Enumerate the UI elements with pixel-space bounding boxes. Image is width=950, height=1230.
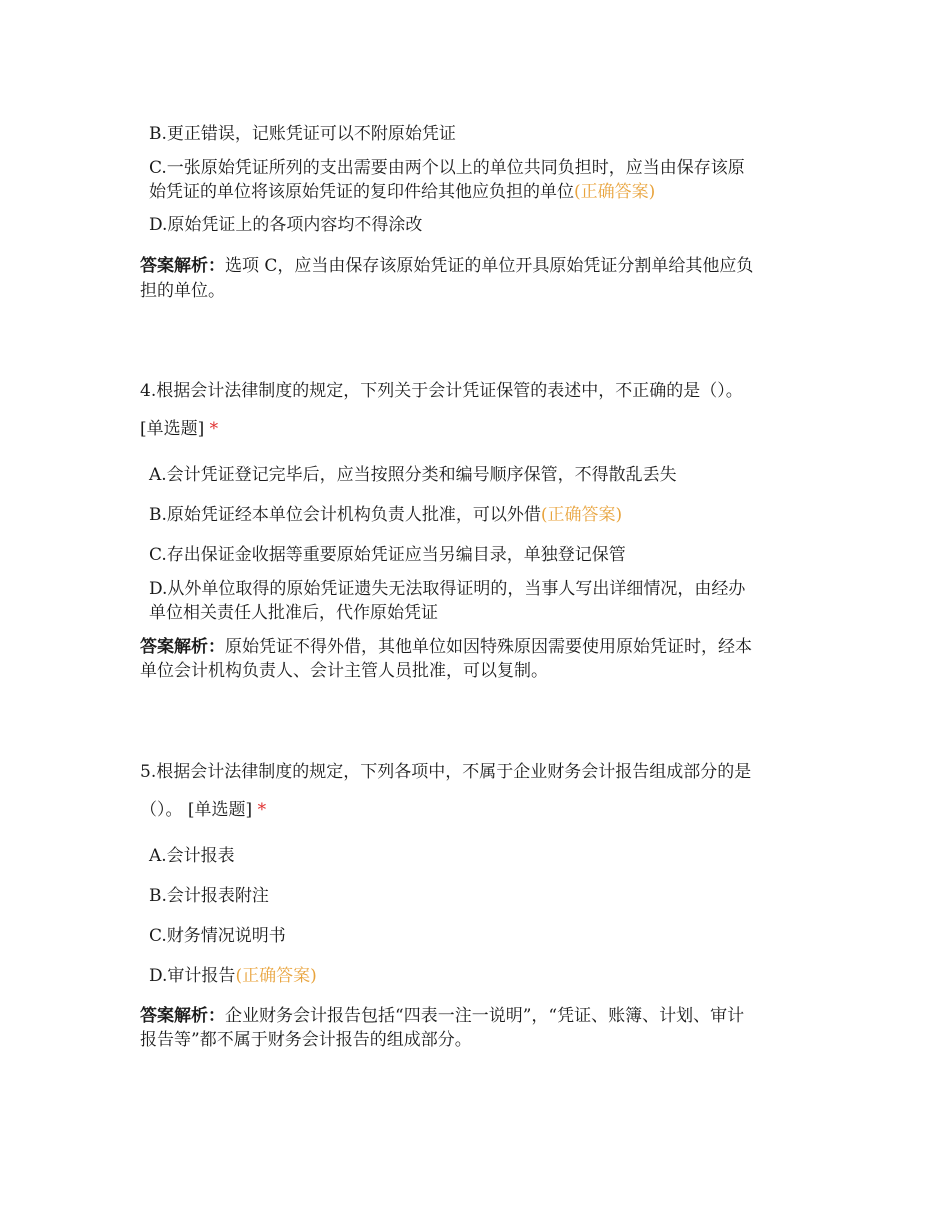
q4-analysis-label: 答案解析： (140, 637, 225, 657)
q4-stem (140, 379, 743, 403)
q3-analysis-line1 (140, 254, 753, 278)
q4-option-d-line1 (149, 577, 745, 601)
q4-option-d-text-1: D.从外单位取得的原始凭证遗失无法取得证明的，当事人写出详细情况，由经办 (149, 579, 746, 599)
q5-analysis-text-2: 报告等”都不属于财务会计报告的组成部分。 (140, 1030, 472, 1050)
q3-option-b-text: B.更正错误，记账凭证可以不附原始凭证 (149, 124, 456, 144)
q4-option-b (149, 503, 622, 527)
q4-correct-answer-tag: (正确答案) (540, 505, 623, 525)
q3-option-d-text: D.原始凭证上的各项内容均不得涂改 (149, 215, 423, 235)
q4-analysis-line2 (140, 659, 548, 683)
q3-option-d (149, 213, 422, 237)
q4-option-d-line2 (149, 601, 438, 625)
q5-required-mark: * (257, 800, 267, 820)
q5-option-b-text: B.会计报表附注 (149, 886, 269, 906)
q5-option-a-text: A.会计报表 (149, 846, 235, 866)
q5-stem-text-1: 5.根据会计法律制度的规定，下列各项中，不属于企业财务会计报告组成部分的是 (140, 762, 752, 782)
q4-option-c (149, 543, 626, 567)
q4-type-line (140, 417, 218, 441)
q3-option-c-text-2: 始凭证的单位将该原始凭证的复印件给其他应负担的单位 (149, 182, 574, 202)
q3-analysis-line2 (140, 279, 225, 303)
q5-stem-text-2: （）。 (140, 800, 183, 820)
q5-question-type: [单选题] (187, 800, 253, 820)
q5-option-c-text: C.财务情况说明书 (149, 926, 286, 946)
q4-option-c-text: C.存出保证金收据等重要原始凭证应当另编目录，单独登记保管 (149, 545, 626, 565)
q5-analysis-line1 (140, 1004, 744, 1028)
q4-option-a-text: A.会计凭证登记完毕后，应当按照分类和编号顺序保管，不得散乱丢失 (149, 465, 677, 485)
q4-option-b-text: B.原始凭证经本单位会计机构负责人批准，可以外借 (149, 505, 541, 525)
q5-stem-line1 (140, 760, 751, 784)
q3-option-b (149, 122, 456, 146)
q5-analysis-line2 (140, 1028, 472, 1052)
q3-option-c-line1 (149, 156, 745, 180)
q3-analysis-text-2: 担的单位。 (140, 281, 225, 301)
q4-analysis-line1 (140, 635, 752, 659)
q5-stem-line2 (140, 798, 266, 822)
q4-question-type: [单选题] (140, 419, 205, 439)
q3-analysis-label: 答案解析： (140, 256, 225, 276)
q5-option-c (149, 924, 286, 948)
q5-analysis-label: 答案解析： (140, 1006, 225, 1026)
q5-option-b (149, 884, 269, 908)
q4-option-a (149, 463, 677, 487)
q4-stem-text: 4.根据会计法律制度的规定，下列关于会计凭证保管的表述中，不正确的是（）。 (140, 381, 743, 401)
q5-analysis-text-1: 企业财务会计报告包括“四表一注一说明”，“凭证、账簿、计划、审计 (225, 1006, 745, 1026)
q5-correct-answer-tag: (正确答案) (235, 966, 317, 986)
q3-option-c-text-1: C.一张原始凭证所列的支出需要由两个以上的单位共同负担时，应当由保存该原 (149, 158, 745, 178)
q5-option-d-text: D.审计报告 (149, 966, 236, 986)
q3-analysis-text-1: 选项 C，应当由保存该原始凭证的单位开具原始凭证分割单给其他应负 (225, 256, 754, 276)
q4-option-d-text-2: 单位相关责任人批准后，代作原始凭证 (149, 603, 438, 623)
q5-option-d (149, 964, 317, 988)
q3-option-c-line2 (149, 180, 655, 204)
q3-correct-answer-tag: (正确答案) (574, 182, 656, 202)
q4-analysis-text-2: 单位会计机构负责人、会计主管人员批准，可以复制。 (140, 661, 548, 681)
q4-analysis-text-1: 原始凭证不得外借，其他单位如因特殊原因需要使用原始凭证时，经本 (225, 637, 752, 657)
q4-required-mark: * (209, 419, 219, 439)
q5-option-a (149, 844, 235, 868)
